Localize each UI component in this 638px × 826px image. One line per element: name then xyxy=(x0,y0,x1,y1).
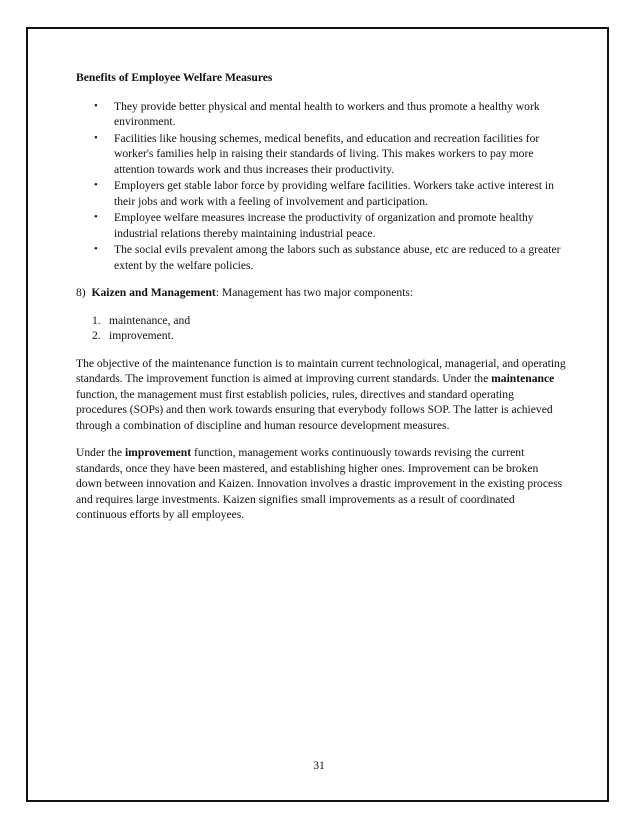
improvement-keyword: improvement xyxy=(124,446,192,459)
section-title: Kaizen and Management xyxy=(91,286,216,299)
list-number: 2. xyxy=(92,329,101,342)
page-number: 31 xyxy=(313,759,325,772)
list-item xyxy=(76,178,566,209)
list-item xyxy=(76,313,566,329)
list-item-text: The social evils prevalent among the labors such as substance abuse, etc are reduced to a greater extent by the welfare policies. xyxy=(114,243,561,272)
bullet-icon: • xyxy=(94,99,98,112)
paragraph-text: function, management works continuously towards revising the current standards, once they have been mastered, and establishing higher ones. Improvement can be broken down between innovation and Kaizen. Innovation involves a drastic improvement in the existing process and requires large investments. Kaizen signifies small improvements as a result of coordinated continuous efforts by all employees. xyxy=(76,446,563,521)
paragraph-text: function, the management must first establish policies, rules, directives and standard operating procedures (SOPs) and then work towards ensuring that everybody follows SOP. The latter is achieved through a combination of discipline and human resource development measures. xyxy=(76,387,553,432)
list-item-text: improvement. xyxy=(109,329,174,342)
list-item xyxy=(76,131,566,178)
section-number: 8) xyxy=(76,286,86,299)
bullet-icon: • xyxy=(94,211,98,223)
components-list xyxy=(76,313,566,344)
list-item-text: maintenance, and xyxy=(109,313,191,327)
bullet-icon: • xyxy=(94,243,98,255)
list-item-text: Facilities like housing schemes, medical benefits, and education and recreation facilities for worker's families help in raising their standards of living. This makes workers to pay more attention towards work and thus increases their productivity. xyxy=(114,131,540,176)
list-item xyxy=(76,99,566,130)
list-item xyxy=(76,328,566,344)
maintenance-keyword: maintenance xyxy=(491,372,555,385)
list-number: 1. xyxy=(92,313,101,327)
benefits-list xyxy=(76,99,566,274)
maintenance-paragraph xyxy=(76,356,566,434)
bullet-icon: • xyxy=(94,179,98,191)
list-item-text: They provide better physical and mental health to workers and thus promote a healthy work environment. xyxy=(114,99,540,128)
list-item-text: Employee welfare measures increase the productivity of organization and promote healthy industrial relations thereby maintaining industrial peace. xyxy=(114,211,534,240)
list-item xyxy=(76,210,566,241)
list-item-text: Employers get stable labor force by providing welfare facilities. Workers take active interest in their jobs and work with a feeling of involvement and participation. xyxy=(114,179,554,208)
kaizen-section-intro xyxy=(76,285,566,301)
section-intro-text: : Management has two major components: xyxy=(215,286,414,299)
section-heading: Benefits of Employee Welfare Measures xyxy=(76,71,273,84)
document-body xyxy=(76,70,566,535)
bullet-icon: • xyxy=(94,131,98,144)
paragraph-text: Under the xyxy=(76,446,125,459)
paragraph-text: The objective of the maintenance function is to maintain current technological, managerial, and operating standards. The improvement function is aimed at improving current standards. Under the xyxy=(76,356,566,385)
improvement-paragraph xyxy=(76,445,566,523)
list-item xyxy=(76,242,566,273)
